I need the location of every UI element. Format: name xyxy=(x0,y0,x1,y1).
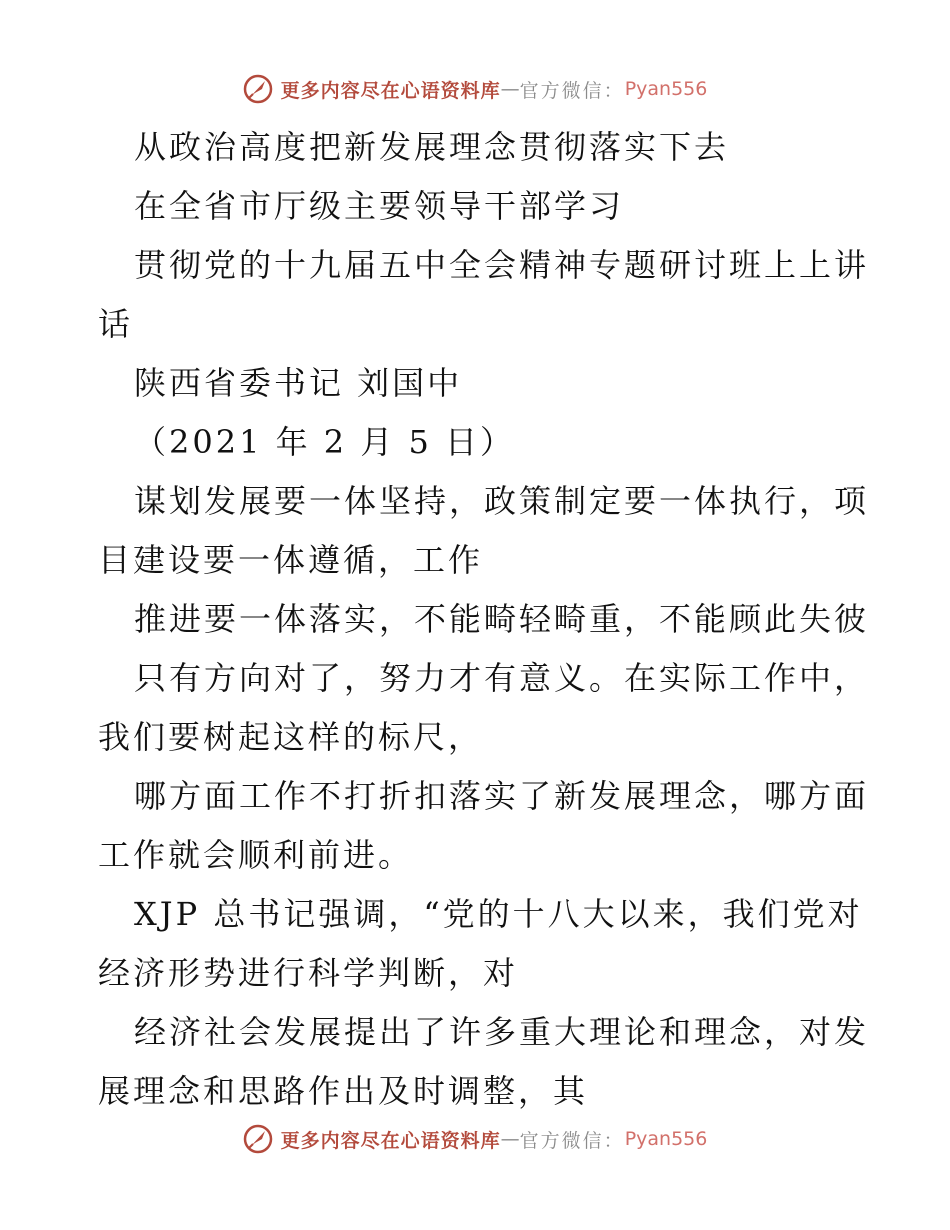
document-title-line: 从政治高度把新发展理念贯彻落实下去 xyxy=(134,128,730,166)
document-subtitle-line: 话 xyxy=(98,305,134,343)
document-text-line: 只有方向对了，努力才有意义。在实际工作中， xyxy=(134,659,870,697)
document-text-line: 目建设要一体遵循，工作 xyxy=(98,541,484,579)
document-text-line: 经济社会发展提出了许多重大理论和理念，对发 xyxy=(134,1013,870,1051)
document-body xyxy=(98,118,870,1121)
quill-pen-icon xyxy=(243,1124,273,1154)
watermark-separator: — xyxy=(500,78,520,100)
watermark-label: 官方微信： xyxy=(519,1129,625,1152)
document-text-line: XJP 总书记强调，“党的十八大以来，我们党对 xyxy=(134,895,863,933)
quill-pen-icon xyxy=(243,74,273,104)
document-subtitle-line: 在全省市厅级主要领导干部学习 xyxy=(134,187,625,225)
document-text-line: 哪方面工作不打折扣落实了新发展理念，哪方面 xyxy=(134,777,870,815)
document-text-line: 经济形势进行科学判断，对 xyxy=(98,954,519,992)
watermark-label: 官方微信： xyxy=(519,79,625,102)
watermark-brand: 更多内容尽在心语资料库 xyxy=(280,79,501,102)
document-text-line: 推进要一体落实，不能畸轻畸重，不能顾此失彼 xyxy=(134,600,870,638)
document-date-line: （2021 年 2 月 5 日） xyxy=(134,423,516,461)
watermark-header xyxy=(0,74,950,104)
watermark-footer xyxy=(0,1124,950,1154)
document-text-line: 谋划发展要一体坚持，政策制定要一体执行，项 xyxy=(134,482,870,520)
document-text-line: 工作就会顺利前进。 xyxy=(98,836,414,874)
document-subtitle-line: 贯彻党的十九届五中全会精神专题研讨班上上讲 xyxy=(134,246,870,284)
document-text-line: 我们要树起这样的标尺， xyxy=(98,718,484,756)
watermark-wechat-id: Pyan556 xyxy=(624,1128,708,1150)
watermark-wechat-id: Pyan556 xyxy=(624,78,708,100)
document-author-line: 陕西省委书记 刘国中 xyxy=(134,364,463,402)
watermark-brand: 更多内容尽在心语资料库 xyxy=(280,1129,501,1152)
document-text-line: 展理念和思路作出及时调整，其 xyxy=(98,1072,589,1110)
watermark-separator: — xyxy=(500,1128,520,1150)
